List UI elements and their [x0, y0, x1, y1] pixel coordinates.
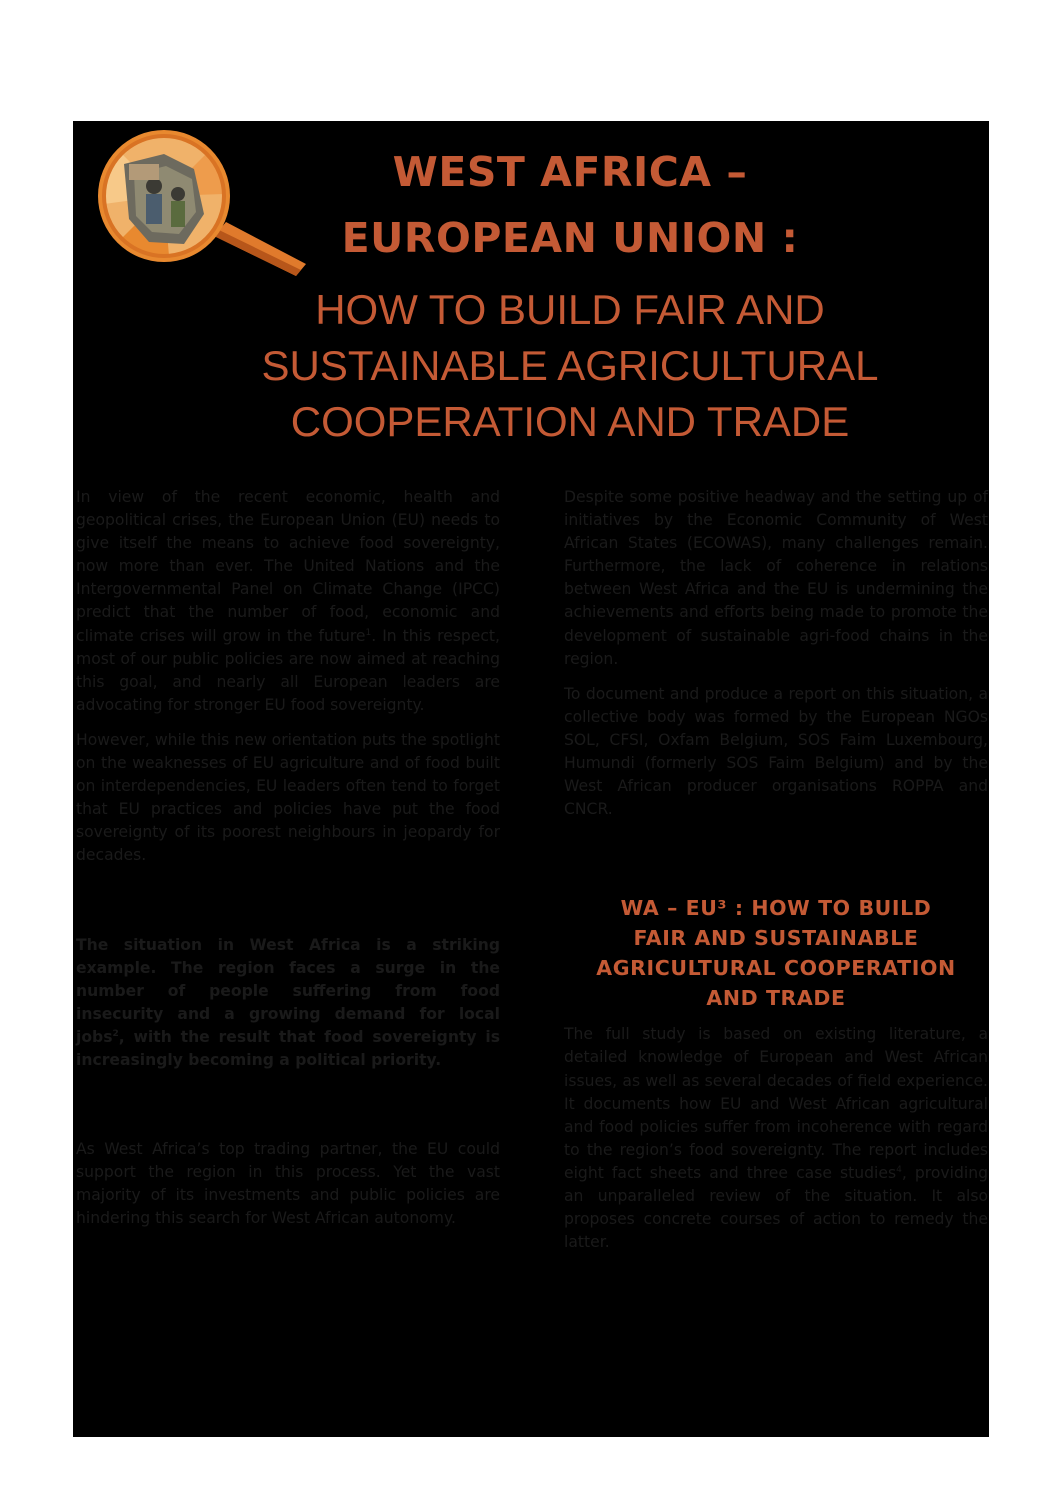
section-heading-line-4: AND TRADE	[706, 986, 846, 1011]
paragraph-highlight-text-cont: , with the result that food sovereignty is increasingly becoming a political priority.	[76, 1027, 500, 1069]
footnote-ref-1: 1	[365, 627, 372, 638]
footnote-ref-4: 4	[896, 1164, 902, 1175]
section-heading-line-1: WA – EU³ : HOW TO BUILD	[620, 896, 932, 921]
paragraph-highlight-text: The situation in West Africa is a striking example. The region faces a surge in the number of people suffering from food insecurity and a growing demand for local jobs	[76, 935, 500, 1046]
paragraph-highlight	[76, 934, 500, 1073]
paragraph-headway: Despite some positive headway and the setting up of initiatives by the Economic Community of West African States (ECOWAS), many challenges remain. Furthermore, the lack of coherence in relations between West Africa and the EU is undermining the achievements and efforts being made to promote the development of sustainable agri-food chains in the region.	[564, 488, 988, 668]
footnote-ref-2: 2	[112, 1028, 119, 1039]
subtitle-line-2: SUSTAINABLE AGRICULTURAL	[261, 342, 879, 389]
right-column	[564, 486, 988, 1266]
subtitle-line-3: COOPERATION AND TRADE	[290, 398, 850, 445]
paragraph-intro	[76, 486, 500, 717]
paragraph-trading-partner: As West Africa’s top trading partner, the EU could support the region in this process. Yet the vast majority of its investments and public policies are hindering this search for West African autonomy.	[76, 1140, 500, 1228]
subtitle-line-1: HOW TO BUILD FAIR AND	[315, 286, 825, 333]
paragraph-intro-text: In view of the recent economic, health and geopolitical crises, the European Union (EU) needs to give itself the means to achieve food sovereignty, now more than ever. The United Nations and the Intergovernmental Panel on Climate Change (IPCC) predict that the number of food, economic and climate crises will grow in the future	[76, 488, 500, 645]
section-heading	[564, 893, 988, 1013]
left-column	[76, 486, 500, 1242]
section-heading-line-2: FAIR AND SUSTAINABLE	[633, 926, 919, 951]
paragraph-intro-text-cont: . In this respect, most of our public policies are now aimed at reaching this goal, and nearly all European leaders are advocating for stronger EU food sovereignty.	[76, 626, 500, 714]
paragraph-full-study-text-cont: , providing an unparalleled review of the situation. It also proposes concrete courses of action to remedy the latter.	[564, 1163, 988, 1252]
title-line-1: WEST AFRICA –	[392, 148, 748, 196]
paragraph-full-study	[564, 1023, 988, 1254]
paragraph-collective: To document and produce a report on this situation, a collective body was formed by the European NGOs SOL, CFSI, Oxfam Belgium, SOS Faim Luxembourg, Humundi (formerly SOS Faim Belgium) and by the West African producer organisations ROPPA and CNCR.	[564, 684, 988, 819]
section-heading-line-3: AGRICULTURAL COOPERATION	[596, 956, 956, 981]
paragraph-orientation: However, while this new orientation puts the spotlight on the weaknesses of EU agriculture and of food built on interdependencies, EU leaders often tend to forget that EU practices and policies have put the food sovereignty of its poorest neighbours in jeopardy for decades.	[76, 730, 500, 865]
subtitle	[215, 282, 925, 450]
title-line-2: EUROPEAN UNION :	[341, 214, 799, 262]
paragraph-full-study-text: The full study is based on existing literature, a detailed knowledge of European and West African issues, as well as several decades of field experience. It documents how EU and West African agricultural and food policies suffer from incoherence with regard to the region’s food sovereignty. The report includes eight fact sheets and three case studies	[564, 1025, 988, 1182]
